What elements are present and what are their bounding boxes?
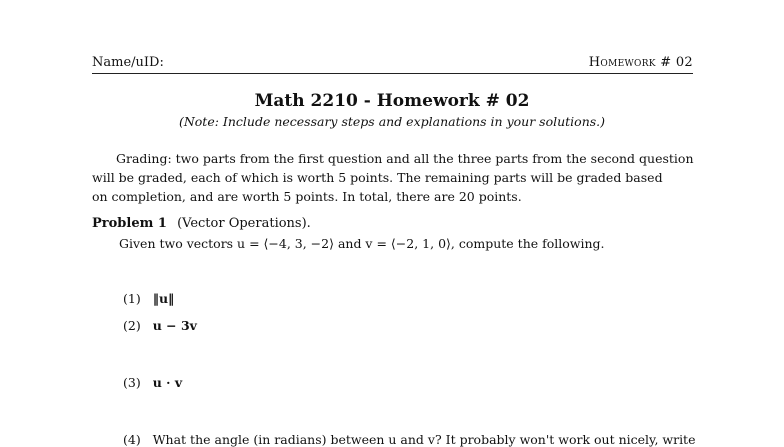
problem-item <box>123 375 182 390</box>
problem-item <box>123 291 174 306</box>
problem-1-heading <box>92 216 311 231</box>
grading-line: will be graded, each of which is worth 5 points. The remaining parts will be graded based <box>92 170 663 185</box>
item-number: (1) <box>123 291 141 306</box>
page-header <box>92 55 693 74</box>
item-expression: u · v <box>152 375 183 390</box>
instructions-note: (Note: Include necessary steps and explanations in your solutions.) <box>178 114 606 129</box>
grading-line: on completion, and are worth 5 points. In total, there are 20 points. <box>92 189 522 204</box>
problem-item <box>123 318 197 333</box>
item-number: (3) <box>123 375 141 390</box>
homework-number-label: Homework # 02 <box>588 55 693 70</box>
item-expression: What the angle (in radians) between u and v? It probably won't work out nicely, write <box>152 432 696 447</box>
grading-paragraph <box>92 149 693 206</box>
problem-label: Problem 1 <box>92 216 167 231</box>
problem-item <box>123 432 695 447</box>
item-expression: ‖u‖ <box>152 291 175 306</box>
item-number: (2) <box>123 318 141 333</box>
item-number: (4) <box>123 432 141 447</box>
name-uid-label: Name/uID: <box>92 55 164 70</box>
document-title: Math 2210 - Homework # 02 <box>254 91 530 111</box>
problem-1-intro: Given two vectors u = ⟨−4, 3, −2⟩ and v = ⟨−2, 1, 0⟩, compute the following. <box>119 236 605 251</box>
item-expression: u − 3v <box>152 318 197 333</box>
grading-line: Grading: two parts from the first question and all the three parts from the second question <box>116 151 694 166</box>
problem-topic: (Vector Operations). <box>177 216 311 231</box>
